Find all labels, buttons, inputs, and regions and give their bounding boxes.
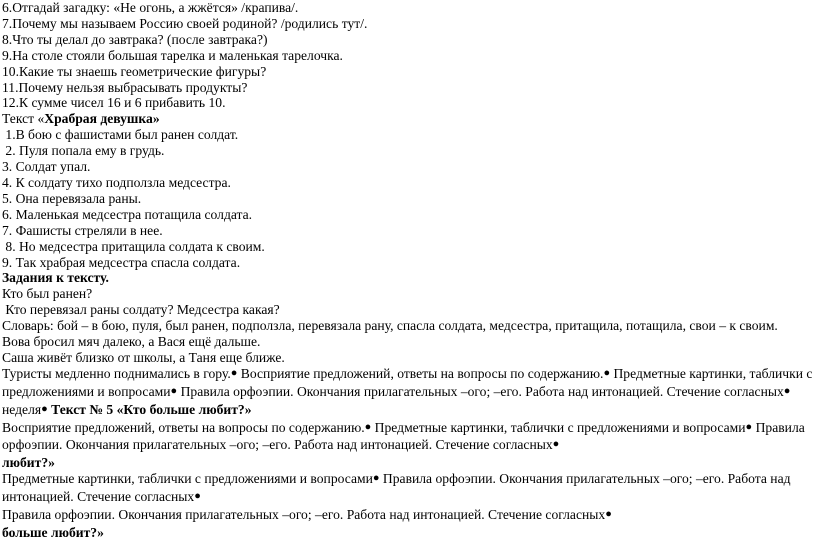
question-10: 10.Какие ты знаешь геометрические фигуры? <box>2 63 267 79</box>
story-line-3: 3. Солдат упал. <box>2 159 91 175</box>
fragment: Предметные картинки, таблички с <box>610 365 813 381</box>
fragment: орфоэпии. Окончания прилагательных –ого; –его. Работа над интонацией. Стечение согласных <box>2 437 553 453</box>
story-line-7: 7. Фашисты стреляли в нее. <box>2 222 163 238</box>
sentence-1: Вова бросил мяч далеко, а Вася ещё дальше. <box>2 334 261 350</box>
overlap-line-2 <box>2 384 816 402</box>
fragment: Правила орфоэпии. Окончания прилагательных –ого; –его. Работа над <box>379 471 791 487</box>
bullet-icon: ● <box>230 366 238 379</box>
question-6: 6.Отгадай загадку: «Не огонь, а жжётся» /крапива/. <box>2 0 299 15</box>
overlap-line-5 <box>2 437 816 455</box>
story-line-9: 9. Так храбрая медсестра спасла солдата. <box>2 254 241 270</box>
overlap-line-8 <box>2 489 816 507</box>
story-line-8: 8. Но медсестра притащила солдата к своим. <box>2 238 265 254</box>
fragment: предложениями и вопросами <box>2 383 171 399</box>
dictionary-line: Словарь: бой – в бою, пуля, был ранен, подползла, перевязала рану, спасла солдата, медсестра, притащила, потащила, свои – к своим. <box>2 318 778 334</box>
fragment: Восприятие предложений, ответы на вопросы по содержанию. <box>2 419 365 435</box>
bullet-icon: ● <box>41 402 48 415</box>
bullet-icon: ● <box>364 420 372 433</box>
overlap-line-6: любит?» <box>2 455 55 471</box>
story-line-1: 1.В бою с фашистами был ранен солдат. <box>2 127 239 143</box>
question-11: 11.Почему нельзя выбрасывать продукты? <box>2 79 248 95</box>
text-5-heading: Текст № 5 «Кто больше любит?» <box>47 401 252 417</box>
text-heading-title: Храбрая девушка» <box>44 111 160 127</box>
overlap-line-9 <box>2 507 816 525</box>
fragment: Правила <box>752 419 805 435</box>
fragment: Правила орфоэпии. Окончания прилагательных –ого; –его. Работа над интонацией. Стечение согласных <box>2 507 606 523</box>
question-8: 8.Что ты делал до завтрака? (после завтрака?) <box>2 31 268 47</box>
question-7: 7.Почему мы называем Россию своей родиной? /родились тут/. <box>2 15 368 31</box>
sentence-2: Саша живёт близко от школы, а Таня еще ближе. <box>2 349 285 365</box>
overlap-line-10: больше любит?» <box>2 525 104 540</box>
question-9: 9.На столе стояли большая тарелка и маленькая тарелочка. <box>2 47 343 63</box>
fragment: Правила орфоэпии. Окончания прилагательных –ого; –его. Работа над интонацией. Стечение согласных <box>177 383 784 399</box>
fragment: интонацией. Стечение согласных <box>2 489 195 505</box>
task-1: Кто был ранен? <box>2 286 93 302</box>
fragment: Туристы медленно поднимались в гору. <box>2 365 231 381</box>
bullet-icon: ● <box>603 366 611 379</box>
bullet-icon: ● <box>552 438 560 451</box>
bullet-icon: ● <box>170 384 178 397</box>
overlap-line-3 <box>2 402 816 420</box>
fragment: Предметные картинки, таблички с предложениями и вопросами <box>2 471 373 487</box>
task-2: Кто перевязал раны солдату? Медсестра какая? <box>2 302 280 318</box>
text-heading-prefix: Текст « <box>2 111 45 127</box>
story-line-2: 2. Пуля попала ему в грудь. <box>2 143 165 159</box>
question-12: 12.К сумме чисел 16 и 6 прибавить 10. <box>2 95 226 111</box>
fragment: Предметные картинки, таблички с предложениями и вопросами <box>371 419 746 435</box>
story-line-6: 6. Маленькая медсестра потащила солдата. <box>2 206 253 222</box>
story-line-5: 5. Она перевязала раны. <box>2 190 142 206</box>
bullet-icon: ● <box>783 384 791 397</box>
overlap-line-1 <box>2 366 816 384</box>
fragment: неделя <box>2 401 42 417</box>
text-heading <box>2 111 816 127</box>
bullet-icon: ● <box>372 472 380 485</box>
fragment: Восприятие предложений, ответы на вопросы по содержанию. <box>237 365 604 381</box>
overlap-line-7 <box>2 471 816 489</box>
bullet-icon: ● <box>194 490 201 503</box>
bullet-icon: ● <box>605 508 612 521</box>
overlap-line-4 <box>2 420 816 438</box>
story-line-4: 4. К солдату тихо подползла медсестра. <box>2 174 231 190</box>
tasks-heading: Задания к тексту. <box>2 270 109 286</box>
bullet-icon: ● <box>745 420 753 433</box>
